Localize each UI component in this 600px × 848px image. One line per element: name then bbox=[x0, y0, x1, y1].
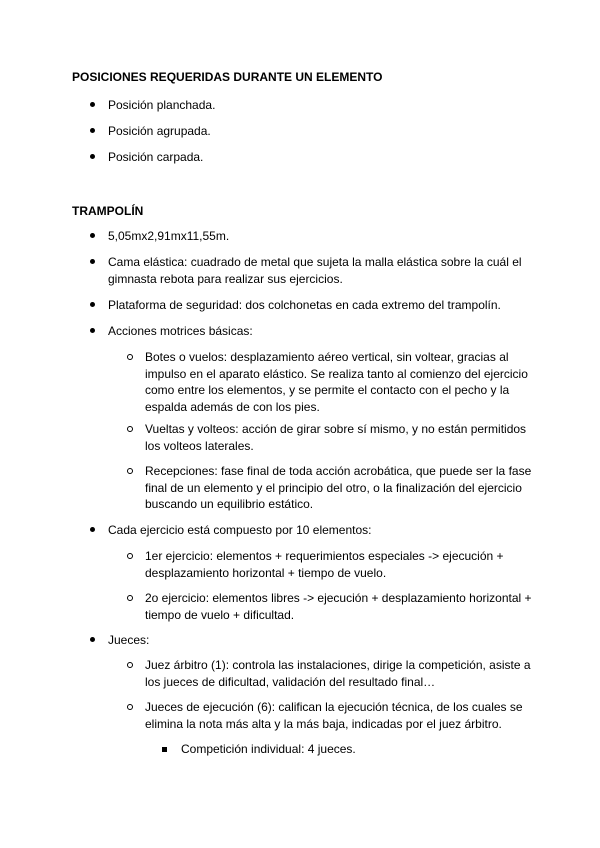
sub-list-item: 2o ejercicio: elementos libres -> ejecución + desplazamiento horizontal + tiempo de vuelo + dificultad. bbox=[145, 590, 540, 623]
section-heading-trampolin: TRAMPOLÍN bbox=[72, 204, 144, 218]
bullet-disc-icon bbox=[90, 154, 95, 159]
bullet-disc-icon bbox=[90, 328, 95, 333]
bullet-disc-icon bbox=[90, 102, 95, 107]
bullet-circle-icon bbox=[127, 354, 133, 360]
sub-list-item: Jueces de ejecución (6): califican la ejecución técnica, de los cuales se elimina la nota más alta y la más baja, indicadas por el juez árbitro. bbox=[145, 699, 540, 732]
bullet-disc-icon bbox=[90, 302, 95, 307]
bullet-square-icon bbox=[162, 747, 167, 752]
list-item: Posición planchada. bbox=[108, 97, 548, 114]
list-item: Posición agrupada. bbox=[108, 123, 548, 140]
sub-sub-list-item: Competición individual: 4 jueces. bbox=[181, 741, 541, 758]
bullet-circle-icon bbox=[127, 426, 133, 432]
list-item: Plataforma de seguridad: dos colchonetas en cada extremo del trampolín. bbox=[108, 297, 548, 314]
list-item: Cama elástica: cuadrado de metal que sujeta la malla elástica sobre la cuál el gimnasta rebota para realizar sus ejercicios. bbox=[108, 254, 548, 287]
sub-list-item: Recepciones: fase final de toda acción acrobática, que puede ser la fase final de un elemento y el principio del otro, o la finalización del ejercicio buscando un equilibrio estático. bbox=[145, 463, 540, 513]
list-item: 5,05mx2,91mx11,55m. bbox=[108, 228, 548, 245]
list-item: Jueces: bbox=[108, 632, 548, 649]
sub-list-item: Botes o vuelos: desplazamiento aéreo vertical, sin voltear, gracias al impulso en el aparato elástico. Se realiza tanto al comienzo del ejercicio como entre los elementos, y se permite el contacto con el pecho y la espalda además de con los pies. bbox=[145, 349, 540, 416]
sub-list-item: 1er ejercicio: elementos + requerimientos especiales -> ejecución + desplazamiento horizontal + tiempo de vuelo. bbox=[145, 548, 540, 581]
bullet-circle-icon bbox=[127, 468, 133, 474]
bullet-circle-icon bbox=[127, 662, 133, 668]
bullet-disc-icon bbox=[90, 637, 95, 642]
list-item: Cada ejercicio está compuesto por 10 elementos: bbox=[108, 522, 548, 539]
bullet-disc-icon bbox=[90, 128, 95, 133]
list-item: Posición carpada. bbox=[108, 149, 548, 166]
sub-list-item: Vueltas y volteos: acción de girar sobre sí mismo, y no están permitidos los volteos laterales. bbox=[145, 421, 540, 454]
bullet-circle-icon bbox=[127, 704, 133, 710]
sub-list-item: Juez árbitro (1): controla las instalaciones, dirige la competición, asiste a los jueces de dificultad, validación del resultado final… bbox=[145, 657, 540, 690]
bullet-circle-icon bbox=[127, 595, 133, 601]
list-item: Acciones motrices básicas: bbox=[108, 323, 548, 340]
bullet-circle-icon bbox=[127, 553, 133, 559]
section-heading-posiciones: POSICIONES REQUERIDAS DURANTE UN ELEMENTO bbox=[72, 70, 383, 84]
bullet-disc-icon bbox=[90, 527, 95, 532]
bullet-disc-icon bbox=[90, 233, 95, 238]
bullet-disc-icon bbox=[90, 259, 95, 264]
